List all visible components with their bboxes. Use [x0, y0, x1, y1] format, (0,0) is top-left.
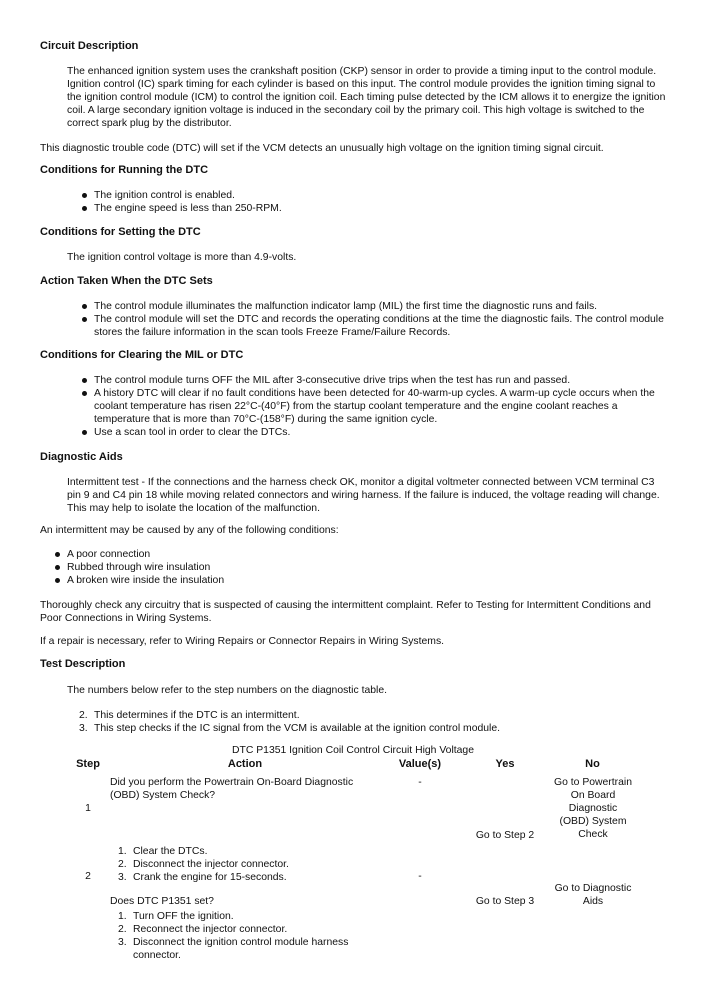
go-to-obd-check-link[interactable]: Go to Powertrain On Board Diagnostic (OBD) System Check: [554, 777, 632, 840]
list-item: A broken wire inside the insulation: [67, 574, 642, 587]
intermittent-intro: An intermittent may be caused by any of the following conditions:: [40, 525, 339, 536]
header-yes: Yes: [495, 758, 515, 770]
list-item: Use a scan tool in order to clear the DTCs.: [94, 426, 669, 439]
list-item: The control module turns OFF the MIL after 3-consecutive drive trips when the test has run and passed.: [94, 374, 669, 387]
list-item: 1. Turn OFF the ignition.: [118, 911, 234, 922]
list-item: 3. This step checks if the IC signal from the VCM is available at the ignition control module.: [79, 723, 501, 734]
running-conditions-list: [94, 189, 669, 215]
heading-action-taken: Action Taken When the DTC Sets: [40, 275, 213, 287]
go-to-step-2-link[interactable]: Go to Step 2: [475, 830, 535, 841]
heading-circuit-description: Circuit Description: [40, 40, 139, 52]
heading-diagnostic-aids: Diagnostic Aids: [40, 451, 123, 463]
table-cell-action: Did you perform the Powertrain On-Board Diagnostic (OBD) System Check?: [110, 777, 354, 801]
list-item: 3. Disconnect the ignition control module harness connector.: [118, 937, 349, 961]
go-to-step-3-link[interactable]: Go to Step 3: [475, 896, 535, 907]
list-item: 3. Crank the engine for 15-seconds.: [118, 872, 287, 883]
list-item: 2. Disconnect the injector connector.: [118, 859, 289, 870]
table-cell-step: 1: [85, 803, 91, 814]
step-2-actions: [118, 845, 378, 884]
list-item: Rubbed through wire insulation: [67, 561, 642, 574]
list-item: The engine speed is less than 250-RPM.: [94, 202, 669, 215]
heading-setting-conditions: Conditions for Setting the DTC: [40, 226, 201, 238]
setting-conditions-text: The ignition control voltage is more than 4.9-volts.: [67, 252, 297, 263]
heading-clearing-conditions: Conditions for Clearing the MIL or DTC: [40, 349, 244, 361]
table-cell-value: -: [418, 871, 422, 882]
heading-running-conditions: Conditions for Running the DTC: [40, 164, 209, 176]
diagnostic-aids-text: Intermittent test - If the connections and the harness check OK, monitor a digital voltmeter connected between VCM terminal C3 pin 9 and C4 pin 18 while moving related connectors and wiring harness. If the failure is induced, the voltage reading will change. This may help to isolate the location of the malfunction.: [67, 477, 660, 514]
table-cell-value: -: [418, 777, 422, 788]
header-no: No: [585, 758, 600, 770]
table-caption: DTC P1351 Ignition Coil Control Circuit High Voltage: [232, 745, 474, 756]
list-item: The ignition control is enabled.: [94, 189, 669, 202]
table-cell-step: 2: [85, 871, 91, 882]
list-item: A history DTC will clear if no fault conditions have been detected for 40-warm-up cycles. A warm-up cycle occurs when the coolant temperature has risen 22°C-(40°F) from the startup coolant temperature and the engine coolant reaches a temperature that is more than 70°C-(158°F) during the same ignition cycle.: [94, 387, 669, 426]
clearing-conditions-list: [94, 374, 669, 439]
header-action: Action: [227, 758, 263, 770]
list-item: 2. Reconnect the injector connector.: [118, 924, 288, 935]
list-item: 2. This determines if the DTC is an intermittent.: [79, 710, 300, 721]
test-description-list: [79, 709, 669, 735]
circuit-description-text: The enhanced ignition system uses the crankshaft position (CKP) sensor in order to provide a timing input to the control module. Ignition control (IC) spark timing for each cylinder is based on this input. The control module provides the ignition timing signal to the ignition control module (ICM) to control the ignition coil. Each timing pulse detected by the ICM allows it to energize the ignition coil. A large secondary ignition voltage is induced in the secondary coil by the primary coil. This high voltage is switched to the correct spark plug by the distributor.: [67, 66, 666, 129]
repair-paragraph: If a repair is necessary, refer to Wiring Repairs or Connector Repairs in Wiring Systems.: [40, 636, 445, 647]
heading-test-description: Test Description: [40, 658, 126, 670]
test-description-intro: The numbers below refer to the step numbers on the diagnostic table.: [67, 685, 387, 696]
list-item: A poor connection: [67, 548, 642, 561]
step-2-question: Does DTC P1351 set?: [110, 896, 214, 907]
thorough-check-paragraph: Thoroughly check any circuitry that is suspected of causing the intermittent complaint. Refer to Testing for Intermittent Conditions and Poor Connections in Wiring Systems.: [40, 600, 651, 624]
list-item: 1. Clear the DTCs.: [118, 846, 208, 857]
header-step: Step: [76, 758, 100, 770]
action-taken-list: [94, 300, 669, 339]
list-item: The control module illuminates the malfunction indicator lamp (MIL) the first time the diagnostic runs and fails.: [94, 300, 669, 313]
header-values: Value(s): [398, 758, 442, 770]
list-item: The control module will set the DTC and records the operating conditions at the time the diagnostic fails. The control module stores the failure information in the scan tools Freeze Frame/Failure Records.: [94, 313, 669, 339]
step-3-actions: [118, 910, 368, 962]
go-to-diagnostic-aids-link[interactable]: Go to Diagnostic Aids: [554, 883, 632, 907]
intermittent-causes-list: [67, 548, 642, 587]
dtc-set-paragraph: This diagnostic trouble code (DTC) will set if the VCM detects an unusually high voltage on the ignition timing signal circuit.: [40, 143, 604, 154]
